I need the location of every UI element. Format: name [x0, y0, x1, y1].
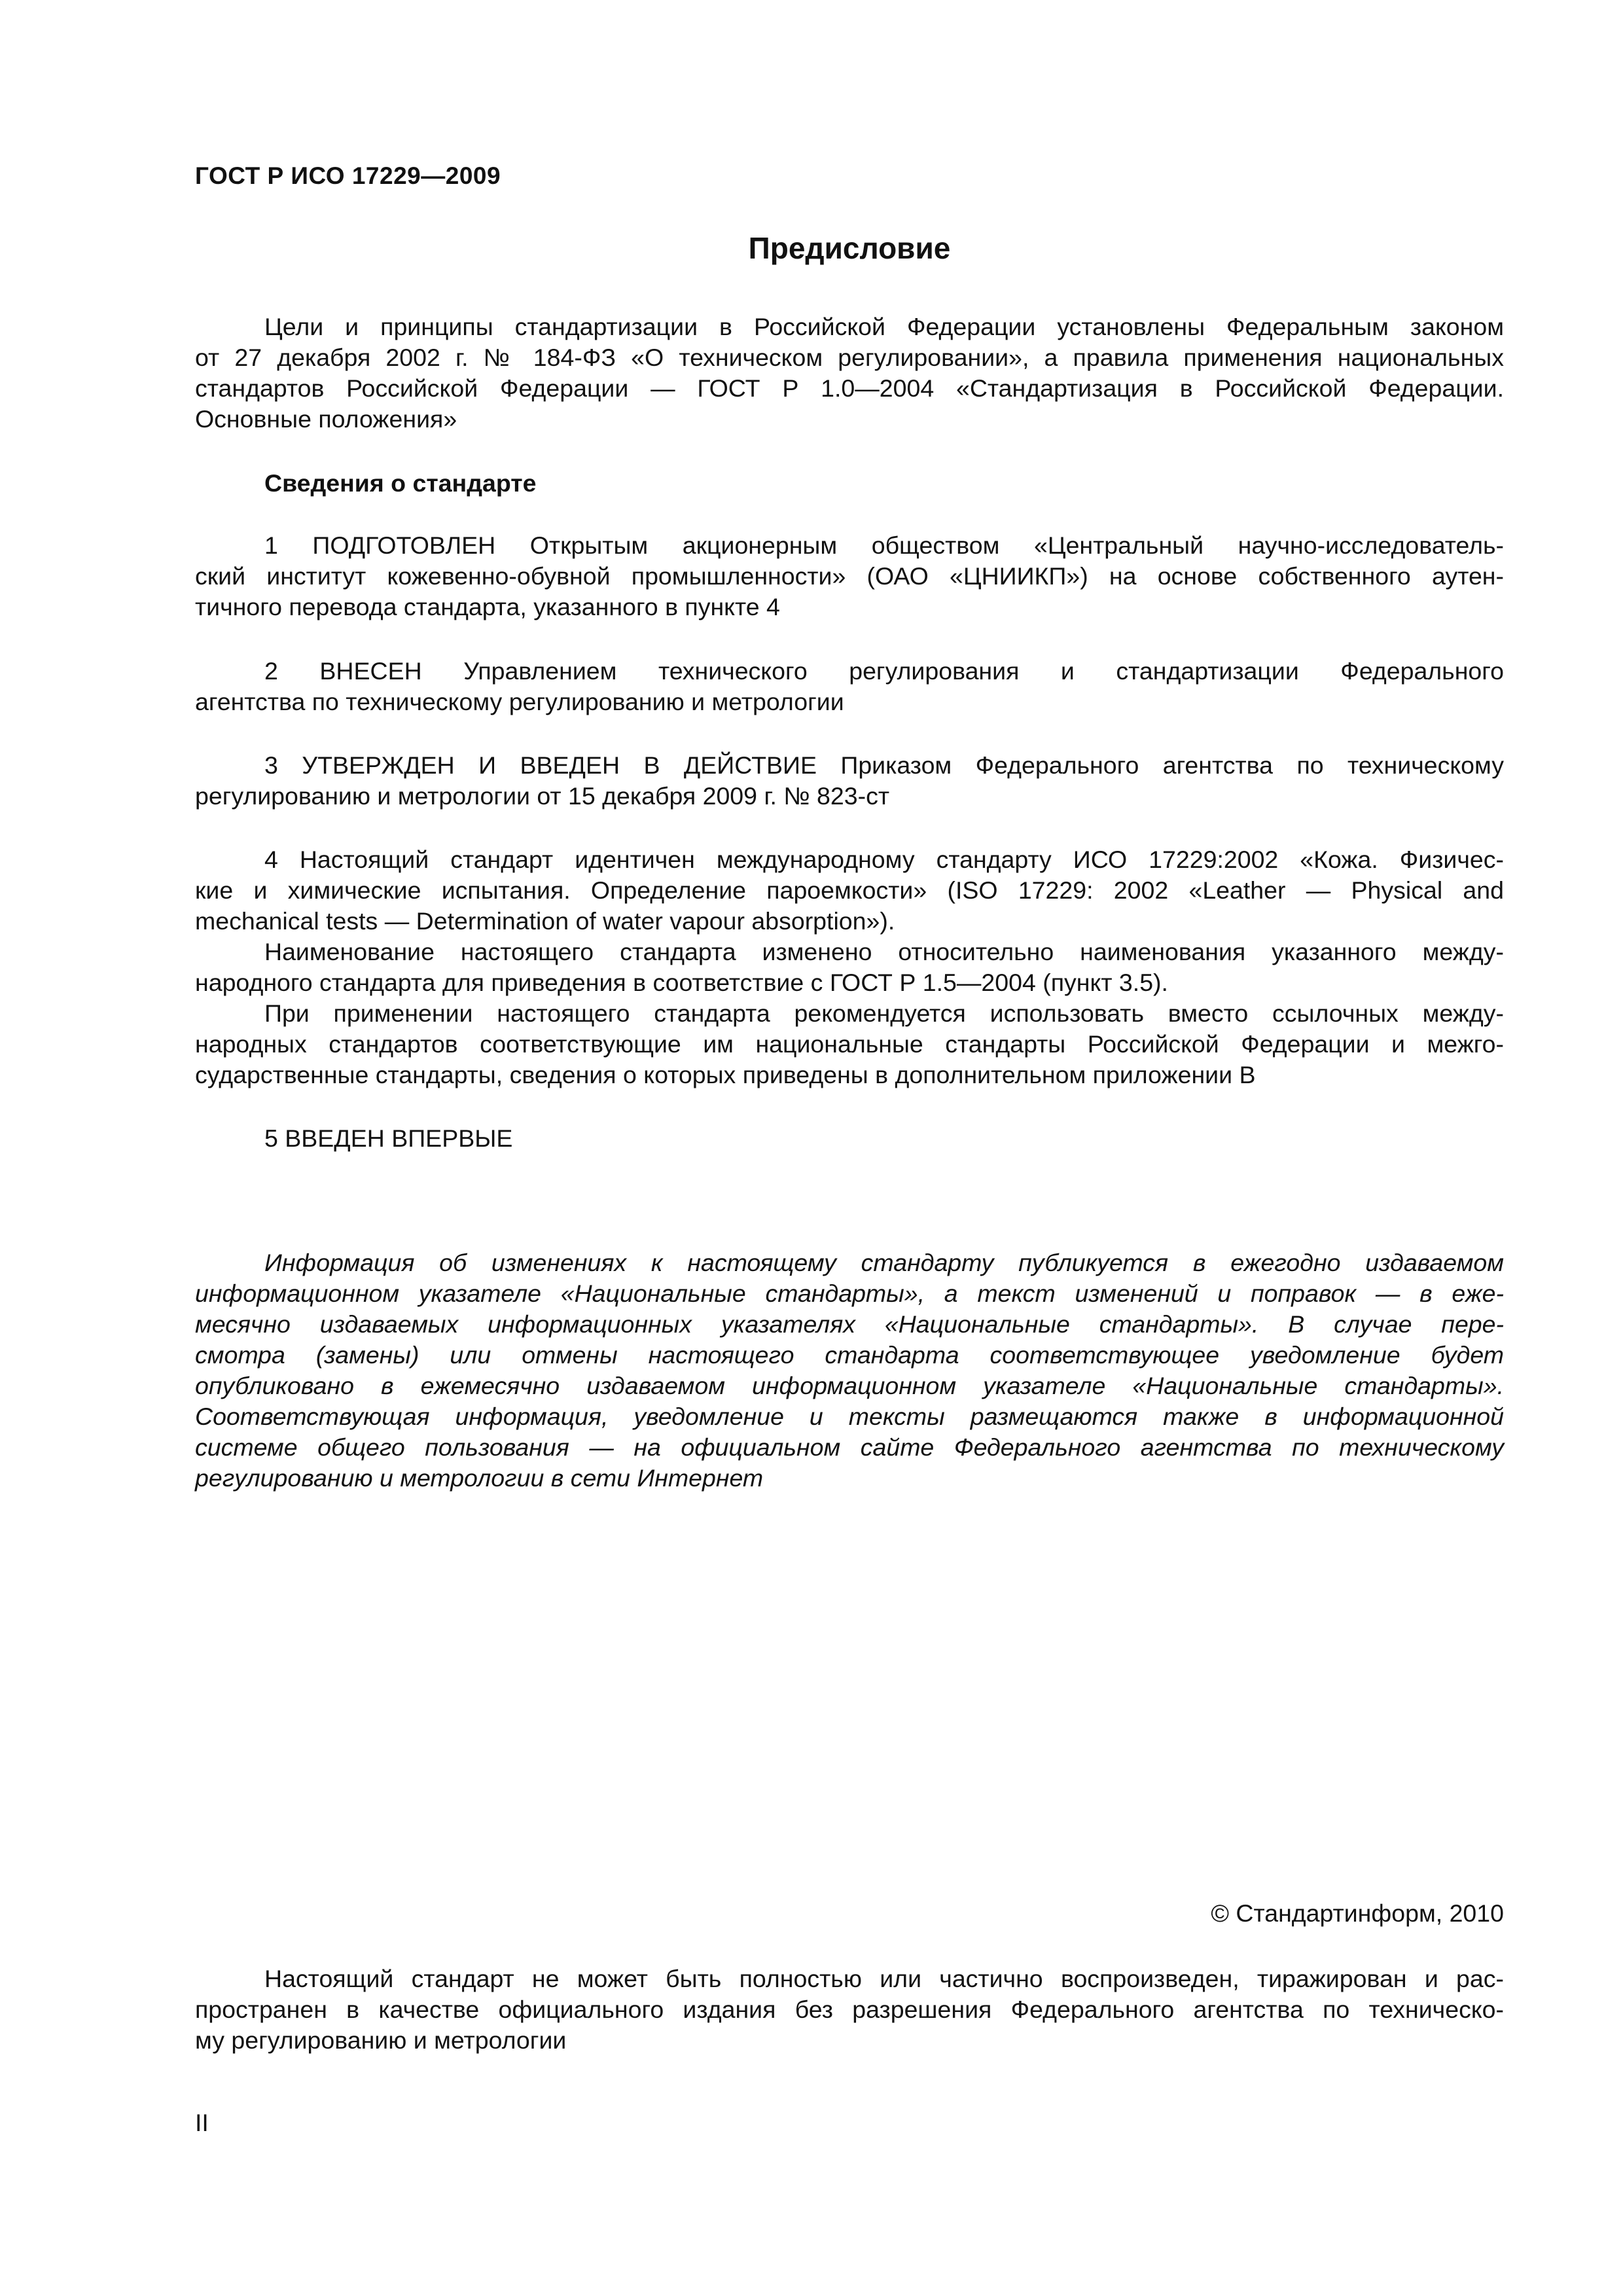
text-line: 4 Настоящий стандарт идентичен международному стандарту ИСО 17229:2002 «Кожа. Физичес- — [264, 846, 1504, 873]
text-line: 1 ПОДГОТОВЛЕН Открытым акционерным обществом «Центральный научно-исследователь- — [264, 531, 1504, 559]
text-line: стандартов Российской Федерации — ГОСТ Р 1.0—2004 «Стандартизация в Российской Федерации. — [195, 374, 1504, 402]
text-line: регулированию и метрологии от 15 декабря 2009 г. № 823-ст — [195, 782, 890, 810]
item-1-paragraph — [195, 530, 1504, 622]
text-line: Настоящий стандарт не может быть полностью или частично воспроизведен, тиражирован и рас- — [264, 1965, 1504, 1992]
text-line: При применении настоящего стандарта рекомендуется использовать вместо ссылочных между- — [264, 999, 1504, 1027]
text-line: Наименование настоящего стандарта изменено относительно наименования указанного между- — [264, 938, 1504, 965]
text-line: тичного перевода стандарта, указанного в пункте 4 — [195, 593, 780, 620]
text-line: mechanical tests — Determination of water vapour absorption»). — [195, 907, 895, 935]
document-page — [195, 0, 1504, 2296]
text-line: смотра (замены) или отмены настоящего стандарта соответствующее уведомление будет — [195, 1341, 1504, 1369]
text-line: ский институт кожевенно-обувной промышленности» (ОАО «ЦНИИКП») на основе собственного аутен- — [195, 562, 1504, 590]
text-line: му регулированию и метрологии — [195, 2026, 567, 2054]
text-line: народных стандартов соответствующие им национальные стандарты Российской Федерации и межго- — [195, 1030, 1504, 1058]
text-line: от 27 декабря 2002 г. № 184-ФЗ «О техническом регулировании», а правила применения национальных — [195, 344, 1504, 371]
text-line: регулированию и метрологии в сети Интернет — [195, 1464, 764, 1492]
section-heading: Сведения о стандарте — [264, 469, 537, 497]
text-line: агентства по техническому регулированию и метрологии — [195, 688, 844, 715]
item-5-paragraph: 5 ВВЕДЕН ВПЕРВЫЕ — [264, 1124, 513, 1152]
text-line: Цели и принципы стандартизации в Российской Федерации установлены Федеральным законом — [264, 313, 1504, 340]
notice-paragraph — [195, 1247, 1504, 1494]
document-code: ГОСТ Р ИСО 17229—2009 — [195, 162, 501, 189]
text-line: Информация об изменениях к настоящему стандарту публикуется в ежегодно издаваемом — [264, 1249, 1504, 1276]
text-line: системе общего пользования — на официальном сайте Федерального агентства по техническому — [195, 1433, 1504, 1461]
text-line: опубликовано в ежемесячно издаваемом информационном указателе «Национальные стандарты». — [195, 1372, 1504, 1399]
item-3-paragraph — [195, 750, 1504, 812]
text-line: сударственные стандарты, сведения о которых приведены в дополнительном приложении В — [195, 1061, 1256, 1088]
page-number: II — [195, 2109, 209, 2136]
text-line: кие и химические испытания. Определение пароемкости» (ISO 17229: 2002 «Leather — Physical and — [195, 876, 1504, 904]
text-line: Основные положения» — [195, 405, 457, 433]
page-title: Предисловие — [748, 231, 951, 265]
copyright-notice: © Стандартинформ, 2010 — [1211, 1899, 1504, 1927]
text-line: информационном указателе «Национальные стандарты», а текст изменений и поправок — в еже- — [195, 1280, 1504, 1307]
text-line: месячно издаваемых информационных указателях «Национальные стандарты». В случае пере- — [195, 1310, 1504, 1338]
restriction-paragraph — [195, 1964, 1504, 2056]
item-4-paragraph — [195, 844, 1504, 1090]
intro-paragraph — [195, 312, 1504, 435]
text-line: пространен в качестве официального издания без разрешения Федерального агентства по техническо- — [195, 1996, 1504, 2023]
text-line: 2 ВНЕСЕН Управлением технического регулирования и стандартизации Федерального — [264, 657, 1504, 685]
text-line: 3 УТВЕРЖДЕН И ВВЕДЕН В ДЕЙСТВИЕ Приказом Федерального агентства по техническому — [264, 751, 1504, 779]
item-2-paragraph — [195, 656, 1504, 717]
text-line: Соответствующая информация, уведомление и тексты размещаются также в информационной — [195, 1403, 1504, 1430]
text-line: народного стандарта для приведения в соответствие с ГОСТ Р 1.5—2004 (пункт 3.5). — [195, 969, 1168, 996]
